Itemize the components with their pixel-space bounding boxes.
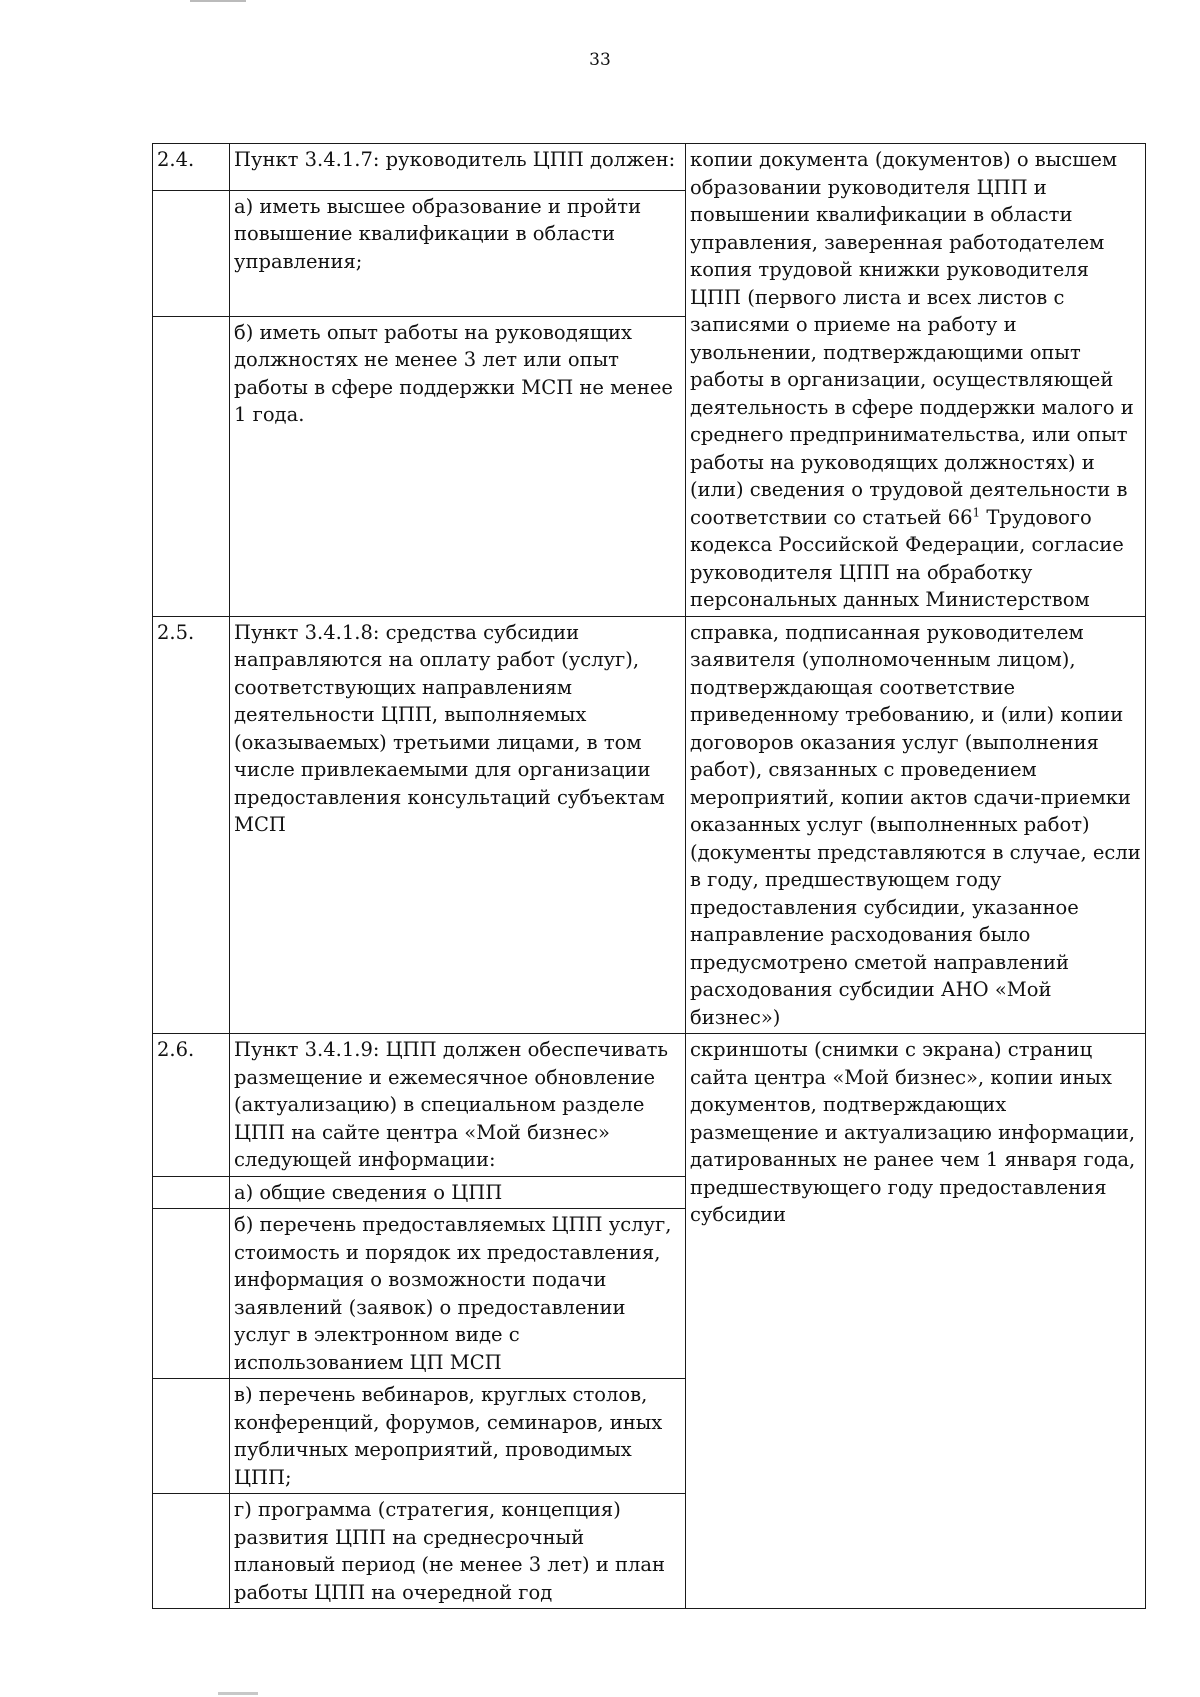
row-number-empty	[153, 190, 230, 316]
page-number: 33	[589, 50, 611, 70]
scan-artifact-top	[190, 0, 246, 2]
scan-artifact-bottom	[218, 1692, 258, 1695]
requirement-item: б) иметь опыт работы на руководящих должностях не менее 3 лет или опыт работы в сфере поддержки МСП не менее 1 года.	[230, 316, 686, 616]
documents-text: копии документа (документов) о высшем образовании руководителя ЦПП и повышении квалификации в области управления, заверенная работодателем копия трудовой книжки руководителя ЦПП (первого листа и всех листов с записями о приеме на работу и увольнении, подтверждающими опыт работы в организации, осуществляющей деятельность в сфере поддержки малого и среднего предпринимательства, или опыт работы на руководящих должностях) и (или) сведения о трудовой деятельности в соответствии со статьей 66	[690, 148, 1134, 529]
documents-cell: скриншоты (снимки с экрана) страниц сайта центра «Мой бизнес», копии иных документов, подтверждающих размещение и актуализацию информации, датированных не ранее чем 1 января года, предшествующего году предоставления субсидии	[686, 1034, 1146, 1609]
table-row	[153, 1034, 1146, 1177]
row-number: 2.6.	[153, 1034, 230, 1177]
requirement-item: а) иметь высшее образование и пройти повышение квалификации в области управления;	[230, 190, 686, 316]
requirement-heading: Пункт 3.4.1.9: ЦПП должен обеспечивать размещение и ежемесячное обновление (актуализацию) в специальном разделе ЦПП на сайте центра «Мой бизнес» следующей информации:	[230, 1034, 686, 1177]
table-row	[153, 616, 1146, 1034]
requirement-item: а) общие сведения о ЦПП	[230, 1176, 686, 1209]
row-number: 2.5.	[153, 616, 230, 1034]
footnote-superscript: 1	[972, 505, 981, 519]
requirement-text: Пункт 3.4.1.8: средства субсидии направляются на оплату работ (услуг), соответствующих направлениям деятельности ЦПП, выполняемых (оказываемых) третьими лицами, в том числе привлекаемыми для организации предоставления консультаций субъектам МСП	[230, 616, 686, 1034]
table-row	[153, 144, 1146, 191]
documents-text-continued: Трудового кодекса Российской Федерации, согласие руководителя ЦПП на обработку персональных данных Министерством	[690, 505, 1124, 611]
requirement-item: б) перечень предоставляемых ЦПП услуг, стоимость и порядок их предоставления, информация о возможности подачи заявлений (заявок) о предоставлении услуг в электронном виде с использованием ЦП МСП	[230, 1209, 686, 1379]
requirement-heading: Пункт 3.4.1.7: руководитель ЦПП должен:	[230, 144, 686, 191]
row-number-empty	[153, 1209, 230, 1379]
requirements-table	[152, 143, 1146, 1609]
row-number: 2.4.	[153, 144, 230, 191]
documents-cell	[686, 144, 1146, 617]
requirement-item: в) перечень вебинаров, круглых столов, конференций, форумов, семинаров, иных публичных мероприятий, проводимых ЦПП;	[230, 1379, 686, 1494]
row-number-empty	[153, 1176, 230, 1209]
row-number-empty	[153, 1379, 230, 1494]
documents-cell: справка, подписанная руководителем заявителя (уполномоченным лицом), подтверждающая соответствие приведенному требованию, и (или) копии договоров оказания услуг (выполнения работ), связанных с проведением мероприятий, копии актов сдачи-приемки оказанных услуг (выполненных работ) (документы представляются в случае, если в году, предшествующем году предоставления субсидии, указанное направление расходования было предусмотрено сметой направлений расходования субсидии АНО «Мой бизнес»)	[686, 616, 1146, 1034]
row-number-empty	[153, 1494, 230, 1609]
requirement-item: г) программа (стратегия, концепция) развития ЦПП на среднесрочный плановый период (не менее 3 лет) и план работы ЦПП на очередной год	[230, 1494, 686, 1609]
row-number-empty	[153, 316, 230, 616]
